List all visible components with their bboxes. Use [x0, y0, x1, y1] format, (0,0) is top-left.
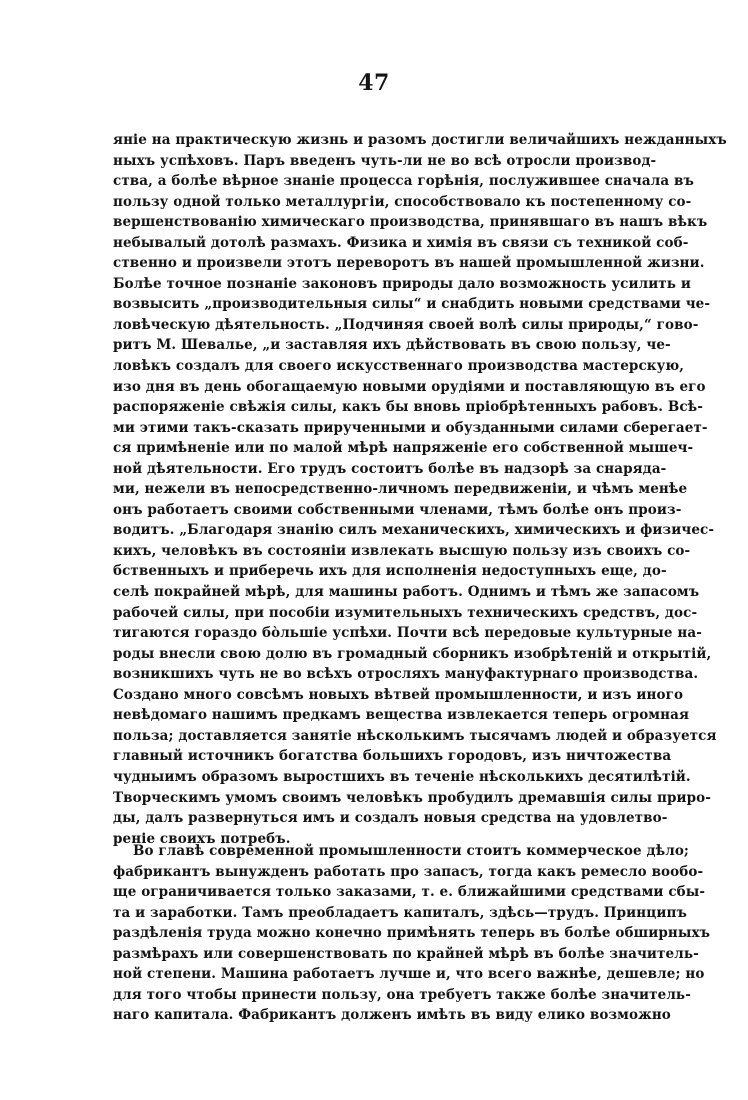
- text-line: рабочей силы, при пособiи изумительныхъ техническихъ средствъ, дос-: [113, 604, 698, 621]
- text-line: ловѣческую дѣятельность. „Подчиняя своей волѣ силы природы,“ гово-: [113, 316, 699, 333]
- text-line: ныхъ успѣховъ. Паръ введенъ чуть-ли не во всѣ отросли производ-: [113, 152, 657, 169]
- text-line: ренiе своихъ потребъ.: [113, 830, 291, 847]
- text-line: кихъ, человѣкъ въ состоянiи извлекать высшую пользу изъ своихъ со-: [113, 542, 691, 559]
- text-line: наго капитала. Фабрикантъ долженъ имѣть въ виду елико возможно: [113, 1007, 671, 1024]
- text-line: ной дѣятельности. Его трудъ состоитъ болѣе въ надзорѣ за снаряда-: [113, 460, 667, 477]
- text-line: фабрикантъ вынужденъ работать про запасъ, тогда какъ ремесло вообо-: [113, 863, 704, 880]
- text-line: возвысить „производительныя силы“ и снабдить новыми средствами че-: [113, 296, 711, 313]
- text-line: чудныимъ образомъ выростшихъ въ теченiе нѣсколькихъ десятилѣтiй.: [113, 768, 691, 785]
- paragraph-1: [113, 130, 727, 849]
- paragraph-2: [113, 841, 711, 1026]
- text-line: пользу одной только металлургiи, способствовало къ постепенному со-: [113, 193, 692, 210]
- text-line: ды, далъ развернуться имъ и создалъ новыя средства на удовлетво-: [113, 810, 668, 827]
- text-line: главный источникъ богатства большихъ городовъ, изъ ничтожества: [113, 748, 672, 765]
- text-line: Во главѣ современной промышленности стоитъ коммерческое дѣло;: [133, 843, 690, 859]
- text-line: изо дня въ день обогащаемую новыми орудiями и поставляющую въ его: [113, 378, 706, 395]
- text-line: бственныхъ и приберечь ихъ для исполненiя недоступныхъ еще, до-: [113, 563, 667, 580]
- text-line: польза; доставляется занятiе нѣсколькимъ тысячамъ людей и образуется: [113, 727, 717, 744]
- text-line: ной степени. Машина работаетъ лучше и, что всего важнѣе, дешевле; но: [113, 966, 705, 983]
- text-line: невѣдомаго нашимъ предкамъ вещества извлекается теперь огромная: [113, 707, 690, 724]
- text-line: селѣ покрайней мѣрѣ, для машины работъ. Однимъ и тѣмъ же запасомъ: [113, 584, 700, 601]
- text-line: ства, а болѣе вѣрное знанiе процесса горѣнiя, послужившее сначала въ: [113, 173, 694, 190]
- text-line: ся примѣненiе или по малой мѣрѣ напряженiе его собственной мышеч-: [113, 440, 694, 457]
- text-line: вершенствованiю химическаго производства, принявшаго въ нашъ вѣкъ: [113, 214, 708, 231]
- text-line: ми, нежели въ непосредственно-личномъ передвиженiи, и чѣмъ менѣе: [113, 481, 688, 498]
- text-line: Создано много совсѣмъ новыхъ вѣтвей промышленности, и изъ иного: [113, 686, 684, 703]
- page-number: 47: [358, 70, 390, 96]
- text-line: ритъ М. Шевалье, „и заставляя ихъ дѣйствовать въ свою пользу, че-: [113, 337, 671, 354]
- text-line: янiе на практическую жизнь и разомъ достигли величайшихъ нежданныхъ: [113, 132, 727, 148]
- text-line: та и заработки. Тамъ преобладаетъ капиталъ, здѣсь—трудъ. Принципъ: [113, 904, 687, 921]
- text-line: для того чтобы принести пользу, она требуетъ также болѣе значитель-: [113, 986, 691, 1003]
- text-line: водитъ. „Благодаря знанiю силъ механическихъ, химическихъ и физичес-: [113, 522, 715, 539]
- text-line: ственно и произвели этотъ переворотъ въ нашей промышленной жизни.: [113, 255, 705, 272]
- text-line: размѣрахъ или совершенствовать по крайней мѣрѣ въ болѣе значитель-: [113, 945, 699, 962]
- text-line: ще ограничивается только заказами, т. е. ближайшими средствами сбы-: [113, 884, 706, 901]
- text-line: ми этими такъ-сказать прирученными и обузданными силами сберегает-: [113, 419, 708, 436]
- text-line: роды внесли свою долю въ громадный сборникъ изобрѣтенiй и открытiй,: [113, 645, 712, 662]
- text-line: Болѣе точное познанiе законовъ природы дало возможность усилить и: [113, 275, 691, 292]
- text-line: тигаются гораздо бо̀льшiе успѣхи. Почти всѣ передовые культурные на-: [113, 625, 702, 642]
- text-line: возникшихъ чуть не во всѣхъ отросляхъ мануфактурнаго производства.: [113, 666, 699, 683]
- text-line: ловѣкъ создалъ для своего искусственнаго производства мастерскую,: [113, 358, 685, 375]
- text-line: Творческимъ умомъ своимъ человѣкъ пробудилъ дремавшiя силы приро-: [113, 789, 711, 806]
- text-line: раздѣленiя труда можно конечно примѣнять теперь въ болѣе обширныхъ: [113, 925, 711, 942]
- text-line: распоряженiе свѣжiя силы, какъ бы вновь прiобрѣтенныхъ рабовъ. Всѣ-: [113, 399, 703, 416]
- text-line: небывалый дотолѣ размахъ. Физика и химiя въ связи съ техникой соб-: [113, 234, 689, 251]
- text-line: онъ работаетъ своими собственными членами, тѣмъ болѣе онъ произ-: [113, 501, 682, 518]
